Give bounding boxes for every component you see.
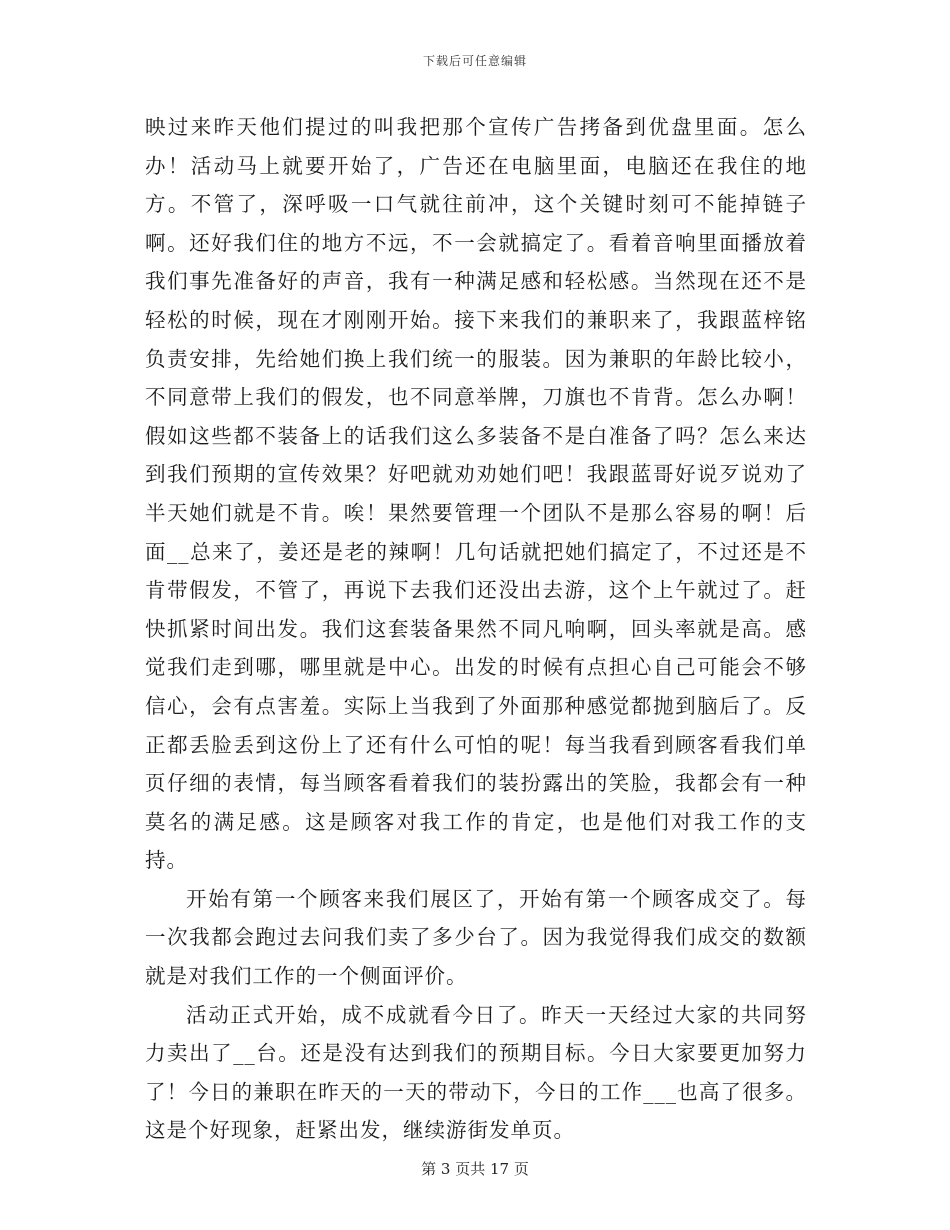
paragraph-2: 开始有第一个顾客来我们展区了，开始有第一个顾客成交了。每一次我都会跑过去问我们卖了多少台了。因为我觉得我们成交的数额就是对我们工作的一个侧面评价。 <box>145 886 807 989</box>
paragraph-3: 活动正式开始，成不成就看今日了。昨天一天经过大家的共同努力卖出了__台。还是没有达到我们的预期目标。今日大家要更加努力了！今日的兼职在昨天的一天的带动下，今日的工作___也高了很多。这是个好现象，赶紧出发，继续游街发单页。 <box>145 1002 807 1143</box>
page-footer: 第 3 页共 17 页 <box>421 1160 529 1178</box>
document-body <box>145 108 807 1150</box>
page-header: 下载后可任意编辑 <box>422 54 527 68</box>
paragraph-1: 映过来昨天他们提过的叫我把那个宣传广告拷备到优盘里面。怎么办！活动马上就要开始了，广告还在电脑里面，电脑还在我住的地方。不管了，深呼吸一口气就往前冲，这个关键时刻可不能掉链子啊。还好我们住的地方不远，不一会就搞定了。看着音响里面播放着我们事先准备好的声音，我有一种满足感和轻松感。当然现在还不是轻松的时候，现在才刚刚开始。接下来我们的兼职来了，我跟蓝梓铭负责安排，先给她们换上我们统一的服装。因为兼职的年龄比较小，不同意带上我们的假发，也不同意举牌，刀旗也不肯背。怎么办啊！假如这些都不装备上的话我们这么多装备不是白准备了吗？怎么来达到我们预期的宣传效果？好吧就劝劝她们吧！我跟蓝哥好说歹说劝了半天她们就是不肯。唉！果然要管理一个团队不是那么容易的啊！后面__总来了，姜还是老的辣啊！几句话就把她们搞定了，不过还是不肯带假发，不管了，再说下去我们还没出去游，这个上午就过了。赶快抓紧时间出发。我们这套装备果然不同凡响啊，回头率就是高。感觉我们走到哪，哪里就是中心。出发的时候有点担心自己可能会不够信心，会有点害羞。实际上当我到了外面那种感觉都抛到脑后了。反正都丢脸丢到这份上了还有什么可怕的呢！每当我看到顾客看我们单页仔细的表情，每当顾客看着我们的装扮露出的笑脸，我都会有一种莫名的满足感。这是顾客对我工作的肯定，也是他们对我工作的支持。 <box>145 115 807 873</box>
